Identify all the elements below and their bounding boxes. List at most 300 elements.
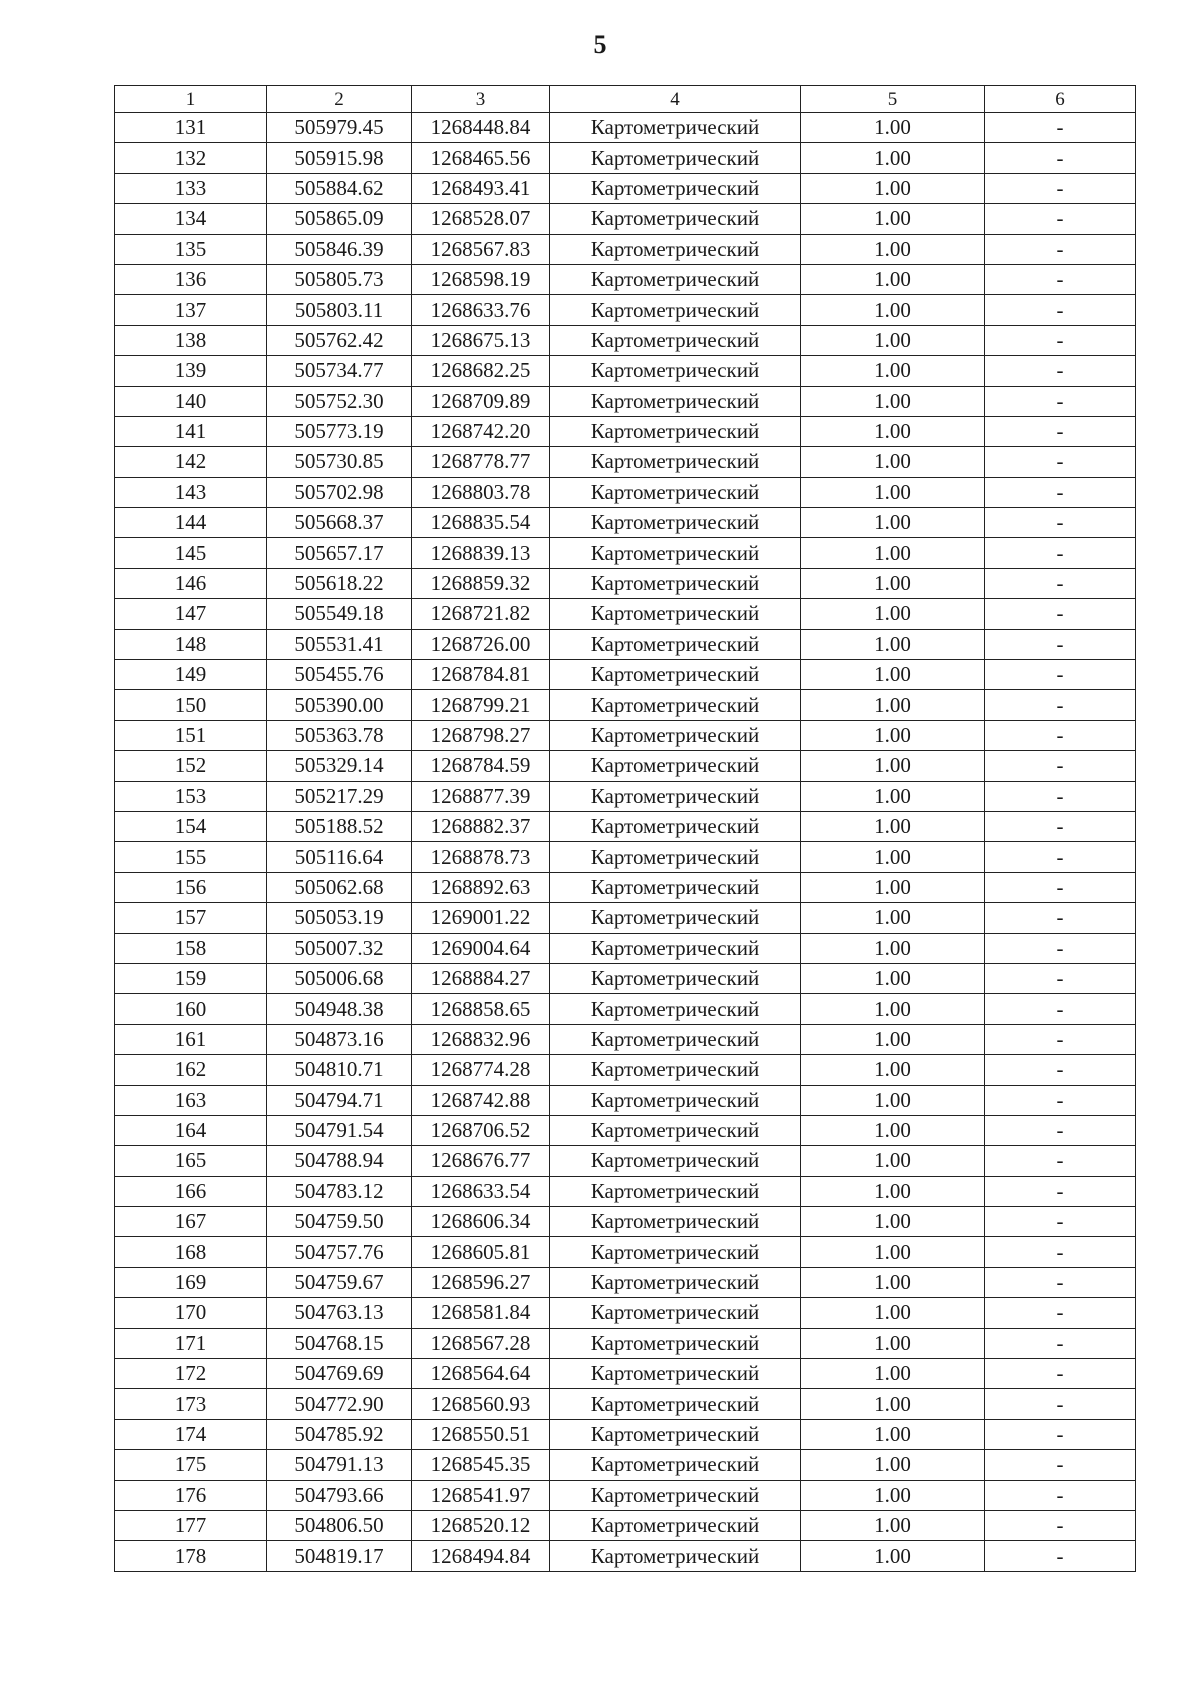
x-coordinate-cell: 505006.68	[267, 963, 412, 993]
column-header: 6	[985, 86, 1136, 113]
point-number-cell: 149	[115, 660, 267, 690]
accuracy-cell: 1.00	[801, 173, 985, 203]
x-coordinate-cell: 504948.38	[267, 994, 412, 1024]
accuracy-cell: 1.00	[801, 660, 985, 690]
note-cell: -	[985, 1450, 1136, 1480]
table-header-row	[115, 86, 1136, 113]
table-row	[115, 1085, 1136, 1115]
y-coordinate-cell: 1268706.52	[412, 1115, 550, 1145]
accuracy-cell: 1.00	[801, 1419, 985, 1449]
accuracy-cell: 1.00	[801, 1480, 985, 1510]
accuracy-cell: 1.00	[801, 143, 985, 173]
point-number-cell: 153	[115, 781, 267, 811]
coordinates-table-body	[115, 86, 1136, 1572]
note-cell: -	[985, 204, 1136, 234]
x-coordinate-cell: 504791.13	[267, 1450, 412, 1480]
method-cell: Картометрический	[550, 113, 801, 143]
note-cell: -	[985, 872, 1136, 902]
point-number-cell: 141	[115, 416, 267, 446]
point-number-cell: 139	[115, 356, 267, 386]
point-number-cell: 131	[115, 113, 267, 143]
point-number-cell: 136	[115, 264, 267, 294]
method-cell: Картометрический	[550, 356, 801, 386]
x-coordinate-cell: 504819.17	[267, 1541, 412, 1571]
point-number-cell: 142	[115, 447, 267, 477]
point-number-cell: 132	[115, 143, 267, 173]
method-cell: Картометрический	[550, 325, 801, 355]
note-cell: -	[985, 781, 1136, 811]
x-coordinate-cell: 504785.92	[267, 1419, 412, 1449]
y-coordinate-cell: 1268882.37	[412, 811, 550, 841]
table-row	[115, 963, 1136, 993]
accuracy-cell: 1.00	[801, 356, 985, 386]
note-cell: -	[985, 264, 1136, 294]
accuracy-cell: 1.00	[801, 113, 985, 143]
accuracy-cell: 1.00	[801, 1298, 985, 1328]
accuracy-cell: 1.00	[801, 1450, 985, 1480]
point-number-cell: 162	[115, 1055, 267, 1085]
y-coordinate-cell: 1268778.77	[412, 447, 550, 477]
accuracy-cell: 1.00	[801, 295, 985, 325]
x-coordinate-cell: 505884.62	[267, 173, 412, 203]
accuracy-cell: 1.00	[801, 781, 985, 811]
method-cell: Картометрический	[550, 1115, 801, 1145]
accuracy-cell: 1.00	[801, 751, 985, 781]
x-coordinate-cell: 505007.32	[267, 933, 412, 963]
point-number-cell: 165	[115, 1146, 267, 1176]
note-cell: -	[985, 1115, 1136, 1145]
method-cell: Картометрический	[550, 1419, 801, 1449]
method-cell: Картометрический	[550, 1541, 801, 1571]
note-cell: -	[985, 386, 1136, 416]
point-number-cell: 174	[115, 1419, 267, 1449]
y-coordinate-cell: 1268567.28	[412, 1328, 550, 1358]
x-coordinate-cell: 505865.09	[267, 204, 412, 234]
table-row	[115, 295, 1136, 325]
y-coordinate-cell: 1268835.54	[412, 508, 550, 538]
accuracy-cell: 1.00	[801, 1328, 985, 1358]
table-row	[115, 1510, 1136, 1540]
accuracy-cell: 1.00	[801, 386, 985, 416]
method-cell: Картометрический	[550, 994, 801, 1024]
note-cell: -	[985, 1510, 1136, 1540]
y-coordinate-cell: 1268567.83	[412, 234, 550, 264]
accuracy-cell: 1.00	[801, 1085, 985, 1115]
point-number-cell: 135	[115, 234, 267, 264]
y-coordinate-cell: 1268598.19	[412, 264, 550, 294]
table-row	[115, 386, 1136, 416]
x-coordinate-cell: 505668.37	[267, 508, 412, 538]
accuracy-cell: 1.00	[801, 994, 985, 1024]
method-cell: Картометрический	[550, 842, 801, 872]
page-number: 5	[593, 30, 607, 59]
table-row	[115, 538, 1136, 568]
x-coordinate-cell: 504757.76	[267, 1237, 412, 1267]
accuracy-cell: 1.00	[801, 963, 985, 993]
point-number-cell: 150	[115, 690, 267, 720]
note-cell: -	[985, 1480, 1136, 1510]
x-coordinate-cell: 505053.19	[267, 903, 412, 933]
table-row	[115, 508, 1136, 538]
method-cell: Картометрический	[550, 751, 801, 781]
y-coordinate-cell: 1268877.39	[412, 781, 550, 811]
note-cell: -	[985, 599, 1136, 629]
x-coordinate-cell: 505531.41	[267, 629, 412, 659]
method-cell: Картометрический	[550, 629, 801, 659]
method-cell: Картометрический	[550, 1510, 801, 1540]
point-number-cell: 158	[115, 933, 267, 963]
accuracy-cell: 1.00	[801, 538, 985, 568]
table-row	[115, 356, 1136, 386]
accuracy-cell: 1.00	[801, 325, 985, 355]
x-coordinate-cell: 505730.85	[267, 447, 412, 477]
y-coordinate-cell: 1269004.64	[412, 933, 550, 963]
point-number-cell: 171	[115, 1328, 267, 1358]
note-cell: -	[985, 477, 1136, 507]
accuracy-cell: 1.00	[801, 447, 985, 477]
accuracy-cell: 1.00	[801, 690, 985, 720]
method-cell: Картометрический	[550, 811, 801, 841]
table-row	[115, 903, 1136, 933]
note-cell: -	[985, 416, 1136, 446]
table-row	[115, 1480, 1136, 1510]
point-number-cell: 160	[115, 994, 267, 1024]
x-coordinate-cell: 504791.54	[267, 1115, 412, 1145]
table-row	[115, 234, 1136, 264]
x-coordinate-cell: 505762.42	[267, 325, 412, 355]
accuracy-cell: 1.00	[801, 842, 985, 872]
y-coordinate-cell: 1268721.82	[412, 599, 550, 629]
table-row	[115, 1115, 1136, 1145]
accuracy-cell: 1.00	[801, 568, 985, 598]
note-cell: -	[985, 295, 1136, 325]
note-cell: -	[985, 173, 1136, 203]
method-cell: Картометрический	[550, 1359, 801, 1389]
point-number-cell: 137	[115, 295, 267, 325]
y-coordinate-cell: 1268520.12	[412, 1510, 550, 1540]
table-row	[115, 1541, 1136, 1571]
point-number-cell: 140	[115, 386, 267, 416]
table-row	[115, 629, 1136, 659]
point-number-cell: 176	[115, 1480, 267, 1510]
point-number-cell: 147	[115, 599, 267, 629]
point-number-cell: 151	[115, 720, 267, 750]
method-cell: Картометрический	[550, 1450, 801, 1480]
accuracy-cell: 1.00	[801, 508, 985, 538]
method-cell: Картометрический	[550, 1176, 801, 1206]
table-row	[115, 811, 1136, 841]
note-cell: -	[985, 1055, 1136, 1085]
table-row	[115, 1055, 1136, 1085]
x-coordinate-cell: 505805.73	[267, 264, 412, 294]
y-coordinate-cell: 1268682.25	[412, 356, 550, 386]
note-cell: -	[985, 1176, 1136, 1206]
x-coordinate-cell: 505752.30	[267, 386, 412, 416]
y-coordinate-cell: 1268774.28	[412, 1055, 550, 1085]
y-coordinate-cell: 1268581.84	[412, 1298, 550, 1328]
table-row	[115, 660, 1136, 690]
note-cell: -	[985, 143, 1136, 173]
accuracy-cell: 1.00	[801, 1510, 985, 1540]
y-coordinate-cell: 1268528.07	[412, 204, 550, 234]
point-number-cell: 133	[115, 173, 267, 203]
accuracy-cell: 1.00	[801, 1024, 985, 1054]
x-coordinate-cell: 505618.22	[267, 568, 412, 598]
x-coordinate-cell: 504772.90	[267, 1389, 412, 1419]
table-row	[115, 1267, 1136, 1297]
method-cell: Картометрический	[550, 143, 801, 173]
method-cell: Картометрический	[550, 963, 801, 993]
method-cell: Картометрический	[550, 477, 801, 507]
table-row	[115, 720, 1136, 750]
note-cell: -	[985, 234, 1136, 264]
y-coordinate-cell: 1268709.89	[412, 386, 550, 416]
accuracy-cell: 1.00	[801, 204, 985, 234]
accuracy-cell: 1.00	[801, 599, 985, 629]
note-cell: -	[985, 508, 1136, 538]
note-cell: -	[985, 933, 1136, 963]
y-coordinate-cell: 1268798.27	[412, 720, 550, 750]
point-number-cell: 148	[115, 629, 267, 659]
point-number-cell: 157	[115, 903, 267, 933]
y-coordinate-cell: 1268784.59	[412, 751, 550, 781]
note-cell: -	[985, 1085, 1136, 1115]
x-coordinate-cell: 505455.76	[267, 660, 412, 690]
method-cell: Картометрический	[550, 1267, 801, 1297]
y-coordinate-cell: 1268493.41	[412, 173, 550, 203]
table-row	[115, 325, 1136, 355]
accuracy-cell: 1.00	[801, 264, 985, 294]
method-cell: Картометрический	[550, 1480, 801, 1510]
point-number-cell: 155	[115, 842, 267, 872]
table-row	[115, 1328, 1136, 1358]
point-number-cell: 166	[115, 1176, 267, 1206]
table-row	[115, 1419, 1136, 1449]
accuracy-cell: 1.00	[801, 1176, 985, 1206]
point-number-cell: 146	[115, 568, 267, 598]
note-cell: -	[985, 1389, 1136, 1419]
method-cell: Картометрический	[550, 660, 801, 690]
note-cell: -	[985, 1146, 1136, 1176]
x-coordinate-cell: 504806.50	[267, 1510, 412, 1540]
x-coordinate-cell: 504759.67	[267, 1267, 412, 1297]
accuracy-cell: 1.00	[801, 1237, 985, 1267]
point-number-cell: 138	[115, 325, 267, 355]
x-coordinate-cell: 504873.16	[267, 1024, 412, 1054]
table-row	[115, 1237, 1136, 1267]
y-coordinate-cell: 1268859.32	[412, 568, 550, 598]
note-cell: -	[985, 356, 1136, 386]
table-row	[115, 599, 1136, 629]
table-row	[115, 173, 1136, 203]
method-cell: Картометрический	[550, 508, 801, 538]
x-coordinate-cell: 504794.71	[267, 1085, 412, 1115]
y-coordinate-cell: 1268858.65	[412, 994, 550, 1024]
accuracy-cell: 1.00	[801, 1359, 985, 1389]
table-row	[115, 1298, 1136, 1328]
y-coordinate-cell: 1268494.84	[412, 1541, 550, 1571]
column-header: 1	[115, 86, 267, 113]
accuracy-cell: 1.00	[801, 234, 985, 264]
coordinates-table	[114, 85, 1136, 1572]
method-cell: Картометрический	[550, 1207, 801, 1237]
point-number-cell: 164	[115, 1115, 267, 1145]
note-cell: -	[985, 994, 1136, 1024]
note-cell: -	[985, 629, 1136, 659]
accuracy-cell: 1.00	[801, 1055, 985, 1085]
point-number-cell: 168	[115, 1237, 267, 1267]
point-number-cell: 167	[115, 1207, 267, 1237]
column-header: 5	[801, 86, 985, 113]
table-row	[115, 933, 1136, 963]
point-number-cell: 145	[115, 538, 267, 568]
x-coordinate-cell: 505329.14	[267, 751, 412, 781]
x-coordinate-cell: 504788.94	[267, 1146, 412, 1176]
point-number-cell: 159	[115, 963, 267, 993]
table-row	[115, 143, 1136, 173]
y-coordinate-cell: 1268545.35	[412, 1450, 550, 1480]
x-coordinate-cell: 505773.19	[267, 416, 412, 446]
table-row	[115, 264, 1136, 294]
x-coordinate-cell: 504768.15	[267, 1328, 412, 1358]
note-cell: -	[985, 1541, 1136, 1571]
x-coordinate-cell: 504769.69	[267, 1359, 412, 1389]
y-coordinate-cell: 1268884.27	[412, 963, 550, 993]
x-coordinate-cell: 505549.18	[267, 599, 412, 629]
note-cell: -	[985, 1207, 1136, 1237]
method-cell: Картометрический	[550, 234, 801, 264]
note-cell: -	[985, 1328, 1136, 1358]
point-number-cell: 175	[115, 1450, 267, 1480]
accuracy-cell: 1.00	[801, 811, 985, 841]
table-row	[115, 1207, 1136, 1237]
table-row	[115, 113, 1136, 143]
table-row	[115, 781, 1136, 811]
y-coordinate-cell: 1269001.22	[412, 903, 550, 933]
point-number-cell: 163	[115, 1085, 267, 1115]
y-coordinate-cell: 1268839.13	[412, 538, 550, 568]
x-coordinate-cell: 505915.98	[267, 143, 412, 173]
accuracy-cell: 1.00	[801, 629, 985, 659]
note-cell: -	[985, 325, 1136, 355]
note-cell: -	[985, 963, 1136, 993]
table-row	[115, 872, 1136, 902]
accuracy-cell: 1.00	[801, 1207, 985, 1237]
y-coordinate-cell: 1268560.93	[412, 1389, 550, 1419]
note-cell: -	[985, 903, 1136, 933]
x-coordinate-cell: 505116.64	[267, 842, 412, 872]
note-cell: -	[985, 720, 1136, 750]
accuracy-cell: 1.00	[801, 1541, 985, 1571]
method-cell: Картометрический	[550, 1328, 801, 1358]
x-coordinate-cell: 505657.17	[267, 538, 412, 568]
point-number-cell: 154	[115, 811, 267, 841]
method-cell: Картометрический	[550, 386, 801, 416]
point-number-cell: 144	[115, 508, 267, 538]
table-row	[115, 842, 1136, 872]
x-coordinate-cell: 504810.71	[267, 1055, 412, 1085]
table-row	[115, 1024, 1136, 1054]
note-cell: -	[985, 811, 1136, 841]
method-cell: Картометрический	[550, 933, 801, 963]
note-cell: -	[985, 568, 1136, 598]
x-coordinate-cell: 505363.78	[267, 720, 412, 750]
x-coordinate-cell: 504783.12	[267, 1176, 412, 1206]
x-coordinate-cell: 505734.77	[267, 356, 412, 386]
y-coordinate-cell: 1268633.54	[412, 1176, 550, 1206]
y-coordinate-cell: 1268541.97	[412, 1480, 550, 1510]
column-header: 4	[550, 86, 801, 113]
accuracy-cell: 1.00	[801, 720, 985, 750]
method-cell: Картометрический	[550, 1146, 801, 1176]
note-cell: -	[985, 842, 1136, 872]
method-cell: Картометрический	[550, 1085, 801, 1115]
y-coordinate-cell: 1268596.27	[412, 1267, 550, 1297]
method-cell: Картометрический	[550, 447, 801, 477]
point-number-cell: 170	[115, 1298, 267, 1328]
note-cell: -	[985, 690, 1136, 720]
table-row	[115, 447, 1136, 477]
y-coordinate-cell: 1268606.34	[412, 1207, 550, 1237]
method-cell: Картометрический	[550, 1298, 801, 1328]
y-coordinate-cell: 1268605.81	[412, 1237, 550, 1267]
x-coordinate-cell: 504759.50	[267, 1207, 412, 1237]
table-row	[115, 751, 1136, 781]
table-row	[115, 1359, 1136, 1389]
note-cell: -	[985, 447, 1136, 477]
y-coordinate-cell: 1268676.77	[412, 1146, 550, 1176]
y-coordinate-cell: 1268448.84	[412, 113, 550, 143]
method-cell: Картометрический	[550, 1055, 801, 1085]
method-cell: Картометрический	[550, 1237, 801, 1267]
point-number-cell: 134	[115, 204, 267, 234]
y-coordinate-cell: 1268784.81	[412, 660, 550, 690]
y-coordinate-cell: 1268799.21	[412, 690, 550, 720]
note-cell: -	[985, 1024, 1136, 1054]
point-number-cell: 156	[115, 872, 267, 902]
method-cell: Картометрический	[550, 903, 801, 933]
method-cell: Картометрический	[550, 872, 801, 902]
x-coordinate-cell: 505979.45	[267, 113, 412, 143]
y-coordinate-cell: 1268832.96	[412, 1024, 550, 1054]
y-coordinate-cell: 1268564.64	[412, 1359, 550, 1389]
accuracy-cell: 1.00	[801, 1267, 985, 1297]
y-coordinate-cell: 1268742.88	[412, 1085, 550, 1115]
x-coordinate-cell: 504793.66	[267, 1480, 412, 1510]
note-cell: -	[985, 660, 1136, 690]
y-coordinate-cell: 1268675.13	[412, 325, 550, 355]
x-coordinate-cell: 505803.11	[267, 295, 412, 325]
point-number-cell: 152	[115, 751, 267, 781]
point-number-cell: 161	[115, 1024, 267, 1054]
accuracy-cell: 1.00	[801, 933, 985, 963]
note-cell: -	[985, 1298, 1136, 1328]
table-row	[115, 568, 1136, 598]
note-cell: -	[985, 538, 1136, 568]
accuracy-cell: 1.00	[801, 1146, 985, 1176]
note-cell: -	[985, 1237, 1136, 1267]
method-cell: Картометрический	[550, 599, 801, 629]
table-row	[115, 690, 1136, 720]
method-cell: Картометрический	[550, 264, 801, 294]
x-coordinate-cell: 505217.29	[267, 781, 412, 811]
x-coordinate-cell: 505188.52	[267, 811, 412, 841]
table-row	[115, 477, 1136, 507]
method-cell: Картометрический	[550, 720, 801, 750]
method-cell: Картометрический	[550, 1389, 801, 1419]
column-header: 2	[267, 86, 412, 113]
table-row	[115, 204, 1136, 234]
